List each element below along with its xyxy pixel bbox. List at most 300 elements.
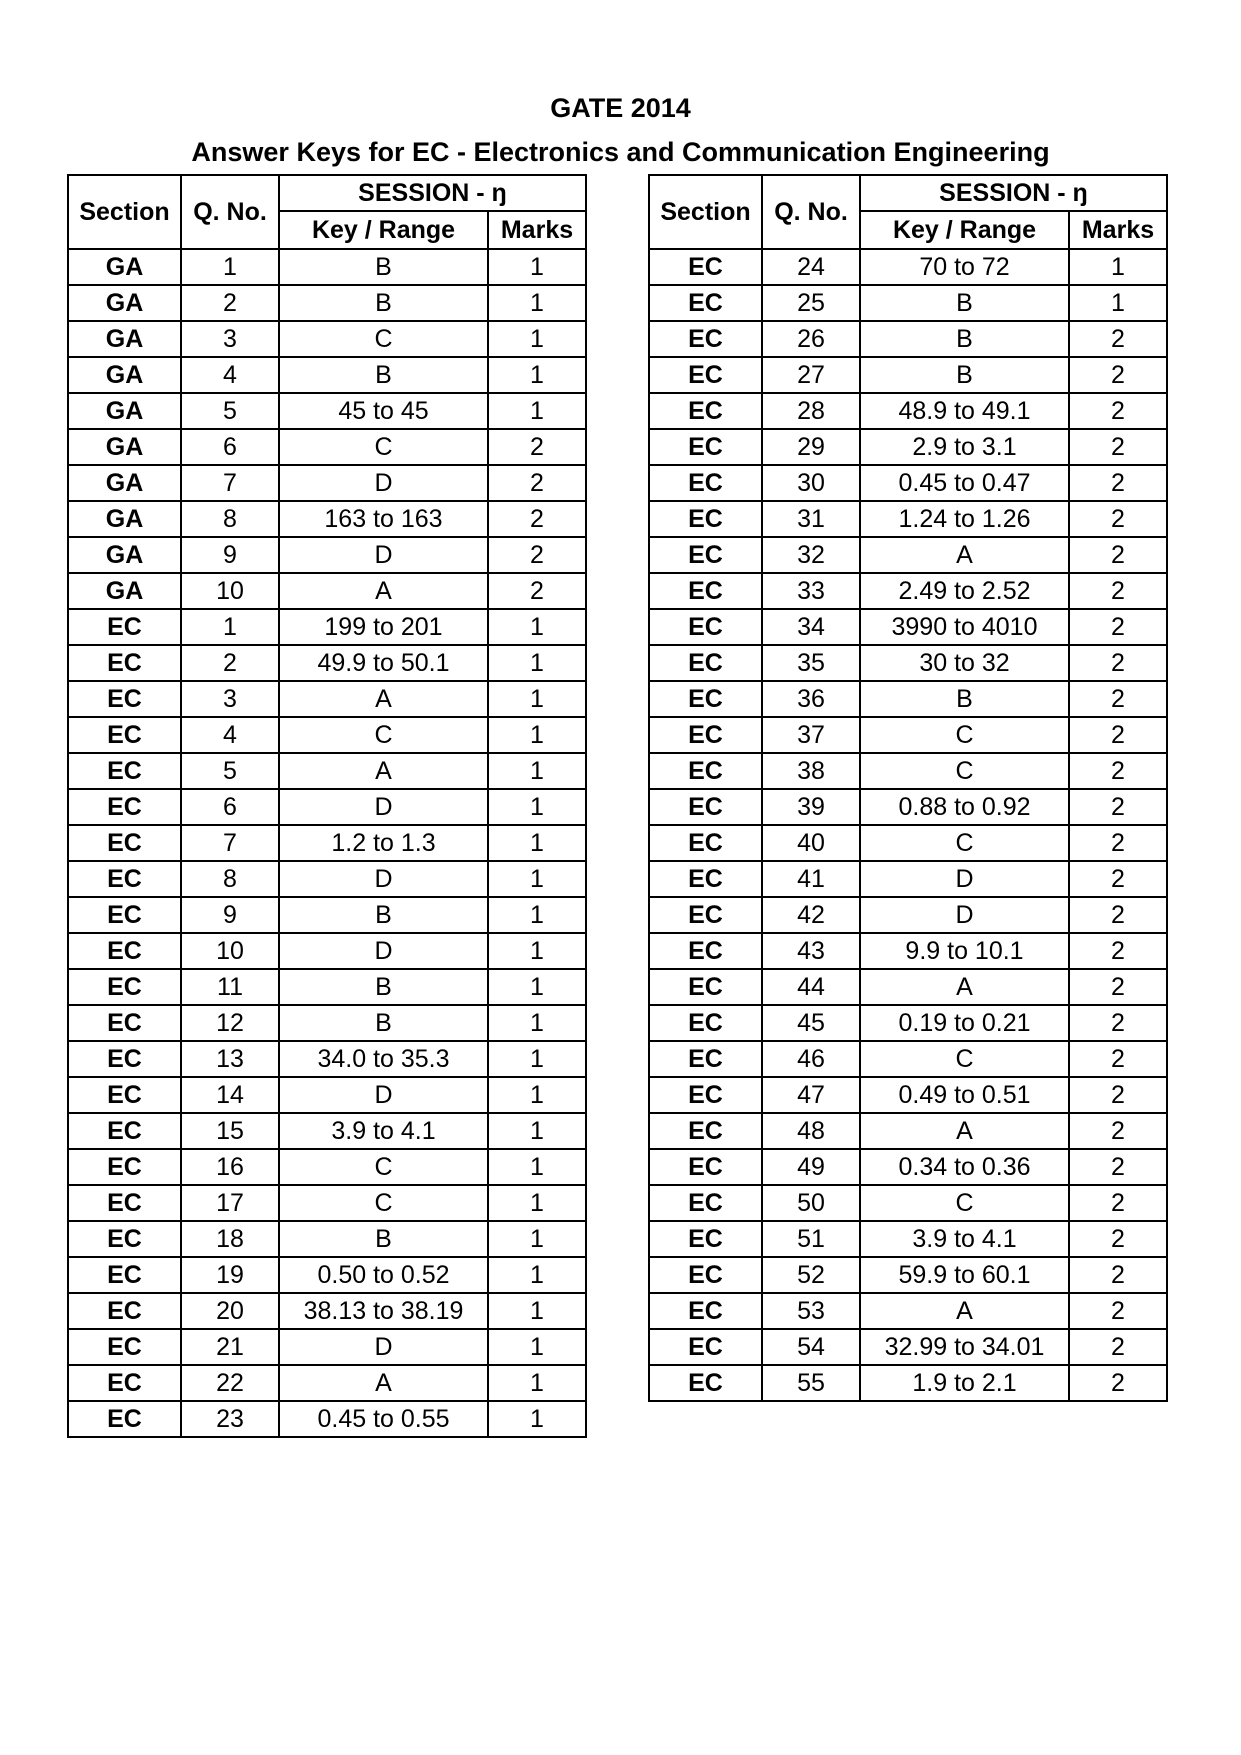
table-row [649, 681, 1167, 717]
table-row [649, 1041, 1167, 1077]
marks-cell: 2 [1069, 501, 1167, 537]
key-cell: B [860, 357, 1069, 393]
table-row [649, 429, 1167, 465]
qno-cell: 15 [181, 1113, 279, 1149]
header-session: SESSION - ŋ [860, 175, 1167, 211]
section-cell: EC [649, 789, 762, 825]
key-cell: 3990 to 4010 [860, 609, 1069, 645]
key-cell: C [860, 825, 1069, 861]
section-cell: GA [68, 429, 181, 465]
key-cell: 32.99 to 34.01 [860, 1329, 1069, 1365]
marks-cell: 1 [488, 789, 586, 825]
qno-cell: 51 [762, 1221, 860, 1257]
table-row [649, 1077, 1167, 1113]
qno-cell: 45 [762, 1005, 860, 1041]
section-cell: EC [649, 1257, 762, 1293]
section-cell: EC [649, 393, 762, 429]
marks-cell: 1 [488, 861, 586, 897]
marks-cell: 1 [488, 1077, 586, 1113]
marks-cell: 1 [488, 249, 586, 285]
qno-cell: 26 [762, 321, 860, 357]
qno-cell: 47 [762, 1077, 860, 1113]
header-key: Key / Range [860, 211, 1069, 249]
key-cell: B [860, 321, 1069, 357]
marks-cell: 1 [488, 1365, 586, 1401]
marks-cell: 1 [488, 753, 586, 789]
section-cell: EC [649, 609, 762, 645]
key-cell: C [279, 1185, 488, 1221]
table-row [68, 825, 586, 861]
key-cell: C [279, 321, 488, 357]
marks-cell: 2 [1069, 861, 1167, 897]
qno-cell: 9 [181, 537, 279, 573]
section-cell: GA [68, 573, 181, 609]
key-cell: 2.9 to 3.1 [860, 429, 1069, 465]
qno-cell: 29 [762, 429, 860, 465]
marks-cell: 2 [1069, 537, 1167, 573]
marks-cell: 2 [1069, 681, 1167, 717]
table-row [68, 897, 586, 933]
qno-cell: 35 [762, 645, 860, 681]
section-cell: EC [649, 1293, 762, 1329]
table-row [68, 1221, 586, 1257]
table-row [68, 321, 586, 357]
table-row [649, 897, 1167, 933]
marks-cell: 1 [488, 1293, 586, 1329]
qno-cell: 34 [762, 609, 860, 645]
section-cell: EC [649, 285, 762, 321]
qno-cell: 1 [181, 609, 279, 645]
section-cell: EC [68, 1149, 181, 1185]
table-row [68, 753, 586, 789]
qno-cell: 6 [181, 429, 279, 465]
section-cell: EC [68, 1365, 181, 1401]
qno-cell: 40 [762, 825, 860, 861]
table-row [649, 1365, 1167, 1401]
marks-cell: 1 [488, 825, 586, 861]
table-row [68, 537, 586, 573]
key-cell: B [860, 285, 1069, 321]
table-row [68, 1149, 586, 1185]
key-cell: 1.24 to 1.26 [860, 501, 1069, 537]
marks-cell: 2 [1069, 1221, 1167, 1257]
table-row [649, 753, 1167, 789]
marks-cell: 2 [1069, 933, 1167, 969]
key-cell: C [860, 1041, 1069, 1077]
table-row [649, 285, 1167, 321]
qno-cell: 42 [762, 897, 860, 933]
key-cell: 163 to 163 [279, 501, 488, 537]
section-cell: GA [68, 501, 181, 537]
key-cell: B [860, 681, 1069, 717]
key-cell: 59.9 to 60.1 [860, 1257, 1069, 1293]
qno-cell: 46 [762, 1041, 860, 1077]
section-cell: EC [649, 933, 762, 969]
qno-cell: 50 [762, 1185, 860, 1221]
marks-cell: 2 [1069, 1329, 1167, 1365]
section-cell: EC [68, 1329, 181, 1365]
section-cell: EC [649, 357, 762, 393]
marks-cell: 1 [488, 933, 586, 969]
table-row [649, 357, 1167, 393]
marks-cell: 2 [1069, 1113, 1167, 1149]
section-cell: EC [68, 645, 181, 681]
section-cell: EC [649, 1329, 762, 1365]
marks-cell: 2 [488, 537, 586, 573]
section-cell: EC [649, 717, 762, 753]
key-cell: 70 to 72 [860, 249, 1069, 285]
marks-cell: 2 [488, 429, 586, 465]
marks-cell: 1 [488, 1329, 586, 1365]
qno-cell: 22 [181, 1365, 279, 1401]
marks-cell: 2 [1069, 1293, 1167, 1329]
qno-cell: 54 [762, 1329, 860, 1365]
qno-cell: 17 [181, 1185, 279, 1221]
table-row [68, 1113, 586, 1149]
qno-cell: 14 [181, 1077, 279, 1113]
table-row [649, 933, 1167, 969]
qno-cell: 39 [762, 789, 860, 825]
table-row [649, 537, 1167, 573]
header-section: Section [68, 175, 181, 249]
section-cell: EC [68, 1041, 181, 1077]
section-cell: EC [68, 717, 181, 753]
key-cell: 0.50 to 0.52 [279, 1257, 488, 1293]
marks-cell: 2 [1069, 1365, 1167, 1401]
table-row [649, 1149, 1167, 1185]
section-cell: EC [649, 573, 762, 609]
key-cell: 34.0 to 35.3 [279, 1041, 488, 1077]
qno-cell: 23 [181, 1401, 279, 1437]
table-row [68, 681, 586, 717]
qno-cell: 4 [181, 717, 279, 753]
section-cell: EC [649, 897, 762, 933]
marks-cell: 2 [1069, 825, 1167, 861]
section-cell: EC [68, 1221, 181, 1257]
qno-cell: 30 [762, 465, 860, 501]
section-cell: EC [649, 1185, 762, 1221]
key-cell: 30 to 32 [860, 645, 1069, 681]
header-marks: Marks [1069, 211, 1167, 249]
table-row [649, 1221, 1167, 1257]
key-cell: A [860, 1113, 1069, 1149]
key-cell: B [279, 249, 488, 285]
qno-cell: 52 [762, 1257, 860, 1293]
qno-cell: 4 [181, 357, 279, 393]
table-row [68, 357, 586, 393]
section-cell: GA [68, 393, 181, 429]
table-row [68, 609, 586, 645]
table-row [68, 645, 586, 681]
key-cell: 199 to 201 [279, 609, 488, 645]
marks-cell: 2 [1069, 357, 1167, 393]
marks-cell: 1 [488, 1185, 586, 1221]
key-cell: 45 to 45 [279, 393, 488, 429]
table-row [649, 249, 1167, 285]
table-row [68, 1185, 586, 1221]
section-cell: GA [68, 465, 181, 501]
section-cell: EC [649, 681, 762, 717]
key-cell: A [860, 1293, 1069, 1329]
marks-cell: 2 [1069, 753, 1167, 789]
qno-cell: 3 [181, 681, 279, 717]
section-cell: EC [649, 249, 762, 285]
key-cell: 3.9 to 4.1 [860, 1221, 1069, 1257]
qno-cell: 2 [181, 645, 279, 681]
table-row [649, 573, 1167, 609]
section-cell: EC [649, 429, 762, 465]
table-row [68, 1401, 586, 1437]
marks-cell: 1 [488, 285, 586, 321]
table-row [68, 1365, 586, 1401]
table-row [649, 825, 1167, 861]
qno-cell: 10 [181, 933, 279, 969]
table-row [68, 573, 586, 609]
section-cell: EC [649, 753, 762, 789]
qno-cell: 44 [762, 969, 860, 1005]
section-cell: EC [68, 1401, 181, 1437]
section-cell: EC [649, 1077, 762, 1113]
header-section: Section [649, 175, 762, 249]
marks-cell: 2 [1069, 969, 1167, 1005]
section-cell: EC [649, 1365, 762, 1401]
key-cell: C [279, 1149, 488, 1185]
section-cell: EC [649, 321, 762, 357]
marks-cell: 2 [1069, 1005, 1167, 1041]
key-cell: D [279, 1077, 488, 1113]
table-row [649, 465, 1167, 501]
section-cell: EC [68, 897, 181, 933]
section-cell: EC [649, 537, 762, 573]
key-cell: D [860, 861, 1069, 897]
table-row [68, 1041, 586, 1077]
qno-cell: 31 [762, 501, 860, 537]
qno-cell: 36 [762, 681, 860, 717]
table-row [649, 393, 1167, 429]
header-qno: Q. No. [762, 175, 860, 249]
qno-cell: 11 [181, 969, 279, 1005]
table-row [68, 969, 586, 1005]
key-cell: A [279, 681, 488, 717]
qno-cell: 2 [181, 285, 279, 321]
key-cell: A [279, 753, 488, 789]
marks-cell: 1 [488, 609, 586, 645]
key-cell: C [279, 429, 488, 465]
marks-cell: 1 [488, 1005, 586, 1041]
marks-cell: 1 [488, 969, 586, 1005]
section-cell: EC [649, 1221, 762, 1257]
key-cell: D [279, 789, 488, 825]
key-cell: C [279, 717, 488, 753]
key-cell: 0.88 to 0.92 [860, 789, 1069, 825]
key-cell: 9.9 to 10.1 [860, 933, 1069, 969]
marks-cell: 1 [488, 681, 586, 717]
qno-cell: 25 [762, 285, 860, 321]
marks-cell: 2 [1069, 1149, 1167, 1185]
section-cell: EC [649, 1005, 762, 1041]
section-cell: EC [68, 1113, 181, 1149]
table-row [68, 1329, 586, 1365]
table-row [68, 1293, 586, 1329]
table-row [68, 933, 586, 969]
qno-cell: 38 [762, 753, 860, 789]
table-row [68, 429, 586, 465]
table-row [649, 1257, 1167, 1293]
qno-cell: 18 [181, 1221, 279, 1257]
section-cell: GA [68, 357, 181, 393]
marks-cell: 1 [488, 645, 586, 681]
qno-cell: 20 [181, 1293, 279, 1329]
marks-cell: 1 [488, 321, 586, 357]
qno-cell: 8 [181, 501, 279, 537]
table-row [649, 1329, 1167, 1365]
qno-cell: 10 [181, 573, 279, 609]
marks-cell: 1 [488, 1041, 586, 1077]
marks-cell: 2 [488, 501, 586, 537]
key-cell: 48.9 to 49.1 [860, 393, 1069, 429]
section-cell: EC [649, 645, 762, 681]
marks-cell: 2 [488, 465, 586, 501]
section-cell: EC [68, 1077, 181, 1113]
table-row [649, 501, 1167, 537]
table-row [68, 1077, 586, 1113]
marks-cell: 2 [1069, 717, 1167, 753]
table-row [649, 789, 1167, 825]
table-row [649, 645, 1167, 681]
section-cell: EC [649, 1041, 762, 1077]
table-row [649, 1185, 1167, 1221]
key-cell: D [279, 1329, 488, 1365]
marks-cell: 1 [488, 1401, 586, 1437]
header-session: SESSION - ŋ [279, 175, 586, 211]
table-row [68, 1005, 586, 1041]
section-cell: EC [649, 1149, 762, 1185]
key-cell: 49.9 to 50.1 [279, 645, 488, 681]
qno-cell: 41 [762, 861, 860, 897]
table-row [68, 861, 586, 897]
qno-cell: 9 [181, 897, 279, 933]
marks-cell: 1 [488, 1149, 586, 1185]
key-cell: B [279, 897, 488, 933]
section-cell: GA [68, 537, 181, 573]
qno-cell: 55 [762, 1365, 860, 1401]
marks-cell: 2 [1069, 429, 1167, 465]
qno-cell: 1 [181, 249, 279, 285]
table-row [68, 789, 586, 825]
table-row [68, 465, 586, 501]
qno-cell: 49 [762, 1149, 860, 1185]
section-cell: EC [649, 861, 762, 897]
section-cell: EC [68, 609, 181, 645]
key-cell: B [279, 357, 488, 393]
table-row [649, 717, 1167, 753]
qno-cell: 3 [181, 321, 279, 357]
table-row [649, 861, 1167, 897]
key-cell: A [279, 573, 488, 609]
marks-cell: 1 [488, 1257, 586, 1293]
key-cell: 2.49 to 2.52 [860, 573, 1069, 609]
key-cell: C [860, 753, 1069, 789]
marks-cell: 2 [488, 573, 586, 609]
section-cell: EC [649, 465, 762, 501]
section-cell: EC [68, 861, 181, 897]
marks-cell: 2 [1069, 1185, 1167, 1221]
qno-cell: 32 [762, 537, 860, 573]
section-cell: EC [68, 753, 181, 789]
section-cell: EC [68, 1293, 181, 1329]
key-cell: D [279, 861, 488, 897]
key-cell: A [860, 537, 1069, 573]
section-cell: EC [68, 681, 181, 717]
marks-cell: 1 [488, 1221, 586, 1257]
key-cell: B [279, 1221, 488, 1257]
answer-key-table-right [648, 174, 1168, 1402]
qno-cell: 48 [762, 1113, 860, 1149]
qno-cell: 7 [181, 465, 279, 501]
answer-key-table-left [67, 174, 587, 1438]
qno-cell: 7 [181, 825, 279, 861]
section-cell: GA [68, 321, 181, 357]
key-cell: 1.2 to 1.3 [279, 825, 488, 861]
qno-cell: 53 [762, 1293, 860, 1329]
page-subtitle: Answer Keys for EC - Electronics and Communication Engineering [191, 137, 1050, 167]
key-cell: 0.45 to 0.47 [860, 465, 1069, 501]
section-cell: EC [68, 1185, 181, 1221]
table-row [68, 285, 586, 321]
key-cell: B [279, 969, 488, 1005]
key-cell: B [279, 285, 488, 321]
key-cell: 38.13 to 38.19 [279, 1293, 488, 1329]
table-row [649, 1005, 1167, 1041]
marks-cell: 2 [1069, 321, 1167, 357]
marks-cell: 2 [1069, 573, 1167, 609]
table-row [649, 1113, 1167, 1149]
header-marks: Marks [488, 211, 586, 249]
key-cell: D [279, 465, 488, 501]
marks-cell: 2 [1069, 465, 1167, 501]
marks-cell: 1 [1069, 249, 1167, 285]
qno-cell: 33 [762, 573, 860, 609]
table-row [68, 249, 586, 285]
section-cell: EC [68, 1005, 181, 1041]
qno-cell: 21 [181, 1329, 279, 1365]
marks-cell: 1 [488, 357, 586, 393]
key-cell: A [279, 1365, 488, 1401]
table-row [68, 1257, 586, 1293]
qno-cell: 8 [181, 861, 279, 897]
marks-cell: 2 [1069, 1257, 1167, 1293]
table-row [649, 609, 1167, 645]
key-cell: 0.45 to 0.55 [279, 1401, 488, 1437]
marks-cell: 2 [1069, 1077, 1167, 1113]
key-cell: D [279, 933, 488, 969]
key-cell: A [860, 969, 1069, 1005]
marks-cell: 1 [1069, 285, 1167, 321]
header-qno: Q. No. [181, 175, 279, 249]
qno-cell: 19 [181, 1257, 279, 1293]
page-title: GATE 2014 [550, 93, 691, 123]
key-cell: D [279, 537, 488, 573]
qno-cell: 5 [181, 393, 279, 429]
marks-cell: 2 [1069, 609, 1167, 645]
section-cell: EC [68, 969, 181, 1005]
marks-cell: 1 [488, 393, 586, 429]
key-cell: 1.9 to 2.1 [860, 1365, 1069, 1401]
table-row [68, 393, 586, 429]
header-key: Key / Range [279, 211, 488, 249]
table-row [649, 321, 1167, 357]
qno-cell: 12 [181, 1005, 279, 1041]
